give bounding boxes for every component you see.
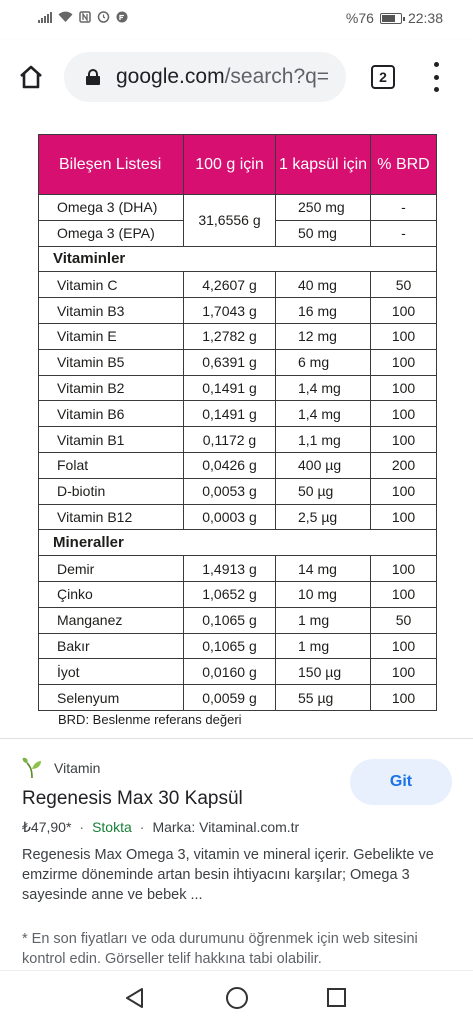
per-capsule-value: 40 mg (276, 272, 371, 298)
table-row (39, 478, 437, 504)
table-row (39, 607, 437, 633)
more-menu-button[interactable] (430, 62, 442, 92)
per-100g-value: 0,1065 g (184, 633, 276, 659)
nutrient-name: D-biotin (39, 478, 184, 504)
per-capsule-value: 50 µg (276, 478, 371, 504)
nfc-icon (79, 11, 91, 23)
battery-icon (380, 13, 402, 24)
table-row (39, 349, 437, 375)
per-100g-value: 4,2607 g (184, 272, 276, 298)
nutrient-name: Vitamin B1 (39, 427, 184, 453)
per-capsule-value: 150 µg (276, 659, 371, 685)
system-nav-bar (0, 970, 473, 1024)
nutrient-name: Vitamin E (39, 323, 184, 349)
nutrient-name: Vitamin B12 (39, 504, 184, 530)
per-100g-value: 0,1172 g (184, 427, 276, 453)
brd-value: 100 (371, 401, 437, 427)
app-notification-icon (116, 11, 128, 23)
nutrition-table (38, 134, 437, 711)
section-row-vitamins (39, 246, 437, 272)
table-header-row (39, 135, 437, 195)
home-nav-icon[interactable] (226, 987, 248, 1009)
per-100g-value: 0,1491 g (184, 401, 276, 427)
go-button[interactable]: Git (350, 759, 452, 805)
product-image[interactable] (0, 112, 473, 738)
price: ₺47,90* (22, 819, 72, 835)
disclaimer: * En son fiyatları ve oda durumunu öğrenmek için web sitesini kontrol edin. Görseller telif hakkına tabi olabilir. (22, 931, 418, 967)
section-row-minerals (39, 530, 437, 556)
nutrient-name: Çinko (39, 581, 184, 607)
omega-dha-brd: - (371, 195, 437, 221)
result-title[interactable]: Regenesis Max 30 Kapsül (22, 788, 243, 809)
table-row (39, 685, 437, 711)
per-100g-value: 0,6391 g (184, 349, 276, 375)
separator-dot: · (79, 819, 85, 835)
result-source[interactable] (22, 757, 100, 779)
omega-epa-brd: - (371, 220, 437, 246)
home-icon (17, 63, 45, 91)
header-per-capsule: 1 kapsül için (276, 135, 371, 195)
per-capsule-value: 1,4 mg (276, 401, 371, 427)
wifi-icon (58, 11, 73, 23)
per-capsule-value: 6 mg (276, 349, 371, 375)
table-row (39, 272, 437, 298)
brd-value: 100 (371, 323, 437, 349)
per-100g-value: 1,4913 g (184, 556, 276, 582)
brd-value: 50 (371, 607, 437, 633)
table-row (39, 504, 437, 530)
source-name: Vitamin (54, 760, 101, 776)
table-row (39, 659, 437, 685)
brd-value: 100 (371, 556, 437, 582)
per-capsule-value: 55 µg (276, 685, 371, 711)
leaf-icon (22, 757, 42, 779)
nutrient-name: Vitamin C (39, 272, 184, 298)
result-description: Regenesis Max Omega 3, vitamin ve mineral içerir. Gebelikte ve emzirme döneminde artan besin ihtiyacını karşılar; Omega 3 sayesinde anne ve bebek ... (22, 847, 434, 903)
nutrient-name: Demir (39, 556, 184, 582)
brd-value: 100 (371, 504, 437, 530)
per-100g-value: 0,1065 g (184, 607, 276, 633)
lock-icon (86, 69, 100, 85)
per-capsule-value: 10 mg (276, 581, 371, 607)
brd-value: 100 (371, 659, 437, 685)
table-row (39, 401, 437, 427)
table-row (39, 556, 437, 582)
table-footnote: BRD: Beslenme referans değeri (58, 712, 242, 727)
browser-toolbar (0, 40, 473, 112)
header-brd: % BRD (371, 135, 437, 195)
brd-value: 50 (371, 272, 437, 298)
per-100g-value: 0,0426 g (184, 452, 276, 478)
per-capsule-value: 400 µg (276, 452, 371, 478)
result-meta (22, 819, 299, 836)
table-row (39, 298, 437, 324)
per-capsule-value: 16 mg (276, 298, 371, 324)
stock-status: Stokta (92, 819, 132, 835)
nutrient-name: Folat (39, 452, 184, 478)
alarm-icon (97, 10, 110, 23)
nutrient-name: Vitamin B2 (39, 375, 184, 401)
header-component: Bileşen Listesi (39, 135, 184, 195)
status-icons-right (346, 10, 443, 26)
omega-dha-name: Omega 3 (DHA) (39, 195, 184, 221)
table-row (39, 427, 437, 453)
nutrient-name: İyot (39, 659, 184, 685)
address-bar[interactable] (64, 52, 346, 102)
back-icon[interactable] (124, 987, 146, 1009)
table-row (39, 581, 437, 607)
per-100g-value: 0,0053 g (184, 478, 276, 504)
menu-dot-icon (434, 62, 439, 67)
table-row (39, 633, 437, 659)
status-icons-left (38, 10, 128, 23)
brand: Marka: Vitaminal.com.tr (152, 819, 300, 835)
brd-value: 200 (371, 452, 437, 478)
table-row (39, 452, 437, 478)
menu-dot-icon (434, 87, 439, 92)
clock: 22:38 (407, 10, 443, 26)
omega-epa-capsule: 50 mg (276, 220, 371, 246)
separator-dot: · (139, 819, 145, 835)
section-title-vitamins: Vitaminler (39, 246, 437, 272)
omega-epa-name: Omega 3 (EPA) (39, 220, 184, 246)
nutrient-name: Selenyum (39, 685, 184, 711)
url-host: google.com (116, 65, 225, 88)
nutrient-name: Vitamin B3 (39, 298, 184, 324)
recents-icon[interactable] (327, 988, 346, 1007)
status-bar (0, 0, 473, 40)
header-per-100g: 100 g için (184, 135, 276, 195)
per-capsule-value: 1 mg (276, 633, 371, 659)
nutrient-name: Manganez (39, 607, 184, 633)
per-100g-value: 1,7043 g (184, 298, 276, 324)
nutrient-name: Vitamin B5 (39, 349, 184, 375)
per-capsule-value: 12 mg (276, 323, 371, 349)
brd-value: 100 (371, 349, 437, 375)
brd-value: 100 (371, 427, 437, 453)
url-path: /search?q= (224, 65, 330, 88)
per-100g-value: 0,0059 g (184, 685, 276, 711)
brd-value: 100 (371, 298, 437, 324)
per-capsule-value: 1,1 mg (276, 427, 371, 453)
nutrient-name: Vitamin B6 (39, 401, 184, 427)
brd-value: 100 (371, 633, 437, 659)
omega-shared-value: 31,6556 g (184, 195, 276, 247)
brd-value: 100 (371, 375, 437, 401)
signal-icon (38, 11, 52, 23)
per-100g-value: 0,1491 g (184, 375, 276, 401)
per-100g-value: 1,0652 g (184, 581, 276, 607)
per-100g-value: 0,0003 g (184, 504, 276, 530)
per-capsule-value: 14 mg (276, 556, 371, 582)
battery-percent: %76 (345, 10, 374, 26)
per-capsule-value: 1,4 mg (276, 375, 371, 401)
brd-value: 100 (371, 478, 437, 504)
brd-value: 100 (371, 581, 437, 607)
brd-value: 100 (371, 685, 437, 711)
per-capsule-value: 1 mg (276, 607, 371, 633)
section-title-minerals: Mineraller (39, 530, 437, 556)
tab-count: 2 (379, 69, 387, 85)
per-100g-value: 0,0160 g (184, 659, 276, 685)
divider (0, 738, 473, 739)
table-row (39, 195, 437, 221)
table-row (39, 375, 437, 401)
omega-dha-capsule: 250 mg (276, 195, 371, 221)
url-text[interactable] (116, 65, 329, 89)
home-button[interactable] (14, 60, 48, 94)
per-100g-value: 1,2782 g (184, 323, 276, 349)
tab-switcher-button[interactable] (371, 65, 395, 89)
menu-dot-icon (434, 75, 439, 80)
nutrient-name: Bakır (39, 633, 184, 659)
table-row (39, 323, 437, 349)
per-capsule-value: 2,5 µg (276, 504, 371, 530)
